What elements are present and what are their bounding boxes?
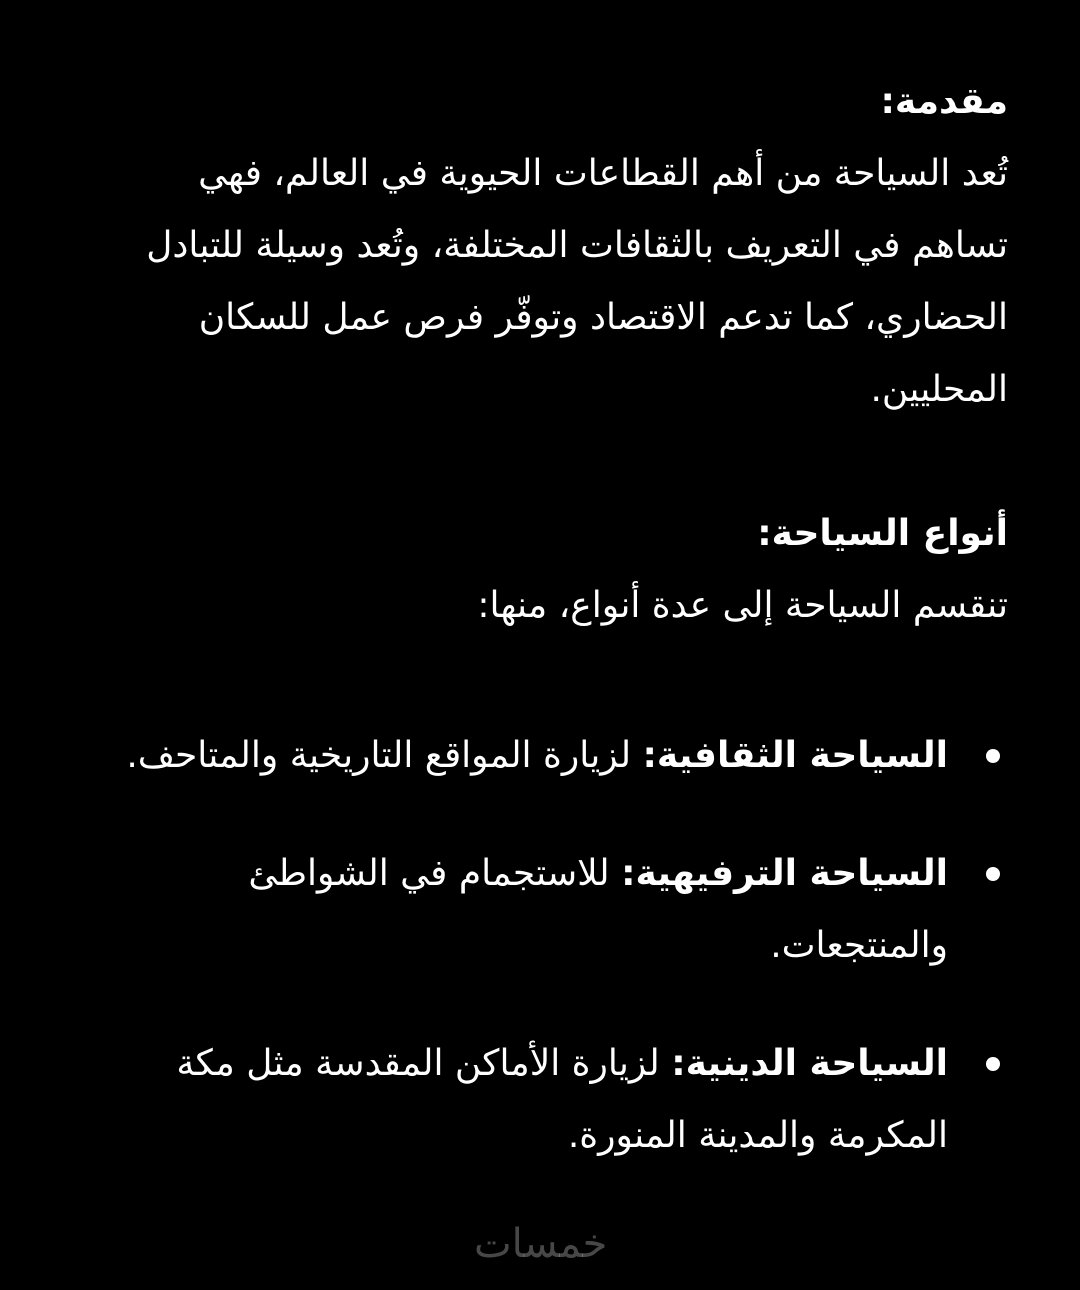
- list-item-desc: لزيارة المواقع التاريخية والمتاحف.: [126, 735, 643, 776]
- list-item: [103, 838, 1008, 982]
- list-item: [103, 1028, 1008, 1172]
- list-item-term: السياحة الترفيهية:: [621, 853, 948, 894]
- list-item-term: السياحة الدينية:: [671, 1043, 948, 1084]
- article-content: [88, 66, 1008, 1218]
- types-lead: تنقسم السياحة إلى عدة أنواع، منها:: [477, 585, 1008, 626]
- list-item: [103, 720, 1008, 792]
- types-heading: أنواع السياحة:: [757, 513, 1008, 554]
- list-item-term: السياحة الثقافية:: [642, 735, 948, 776]
- intro-heading: مقدمة:: [880, 81, 1008, 122]
- bullet-icon: [986, 749, 1000, 763]
- watermark-logo: خمسات: [474, 1221, 608, 1267]
- intro-paragraph: تُعد السياحة من أهم القطاعات الحيوية في العالم، فهي تساهم في التعريف بالثقافات المختلفة، وتُعد وسيلة للتبادل الحضاري، كما تدعم الاقتصاد وتوفّر فرص عمل للسكان المحليين.: [146, 153, 1008, 410]
- list-item-desc: للاستجمام في الشواطئ والمنتجعات.: [248, 853, 948, 966]
- section-spacer: [88, 426, 1008, 498]
- bullet-icon: [986, 867, 1000, 881]
- list-item-desc: لزيارة الأماكن المقدسة مثل مكة المكرمة والمدينة المنورة.: [176, 1043, 948, 1156]
- bullet-icon: [986, 1057, 1000, 1071]
- tourism-types-list: [88, 720, 1008, 1172]
